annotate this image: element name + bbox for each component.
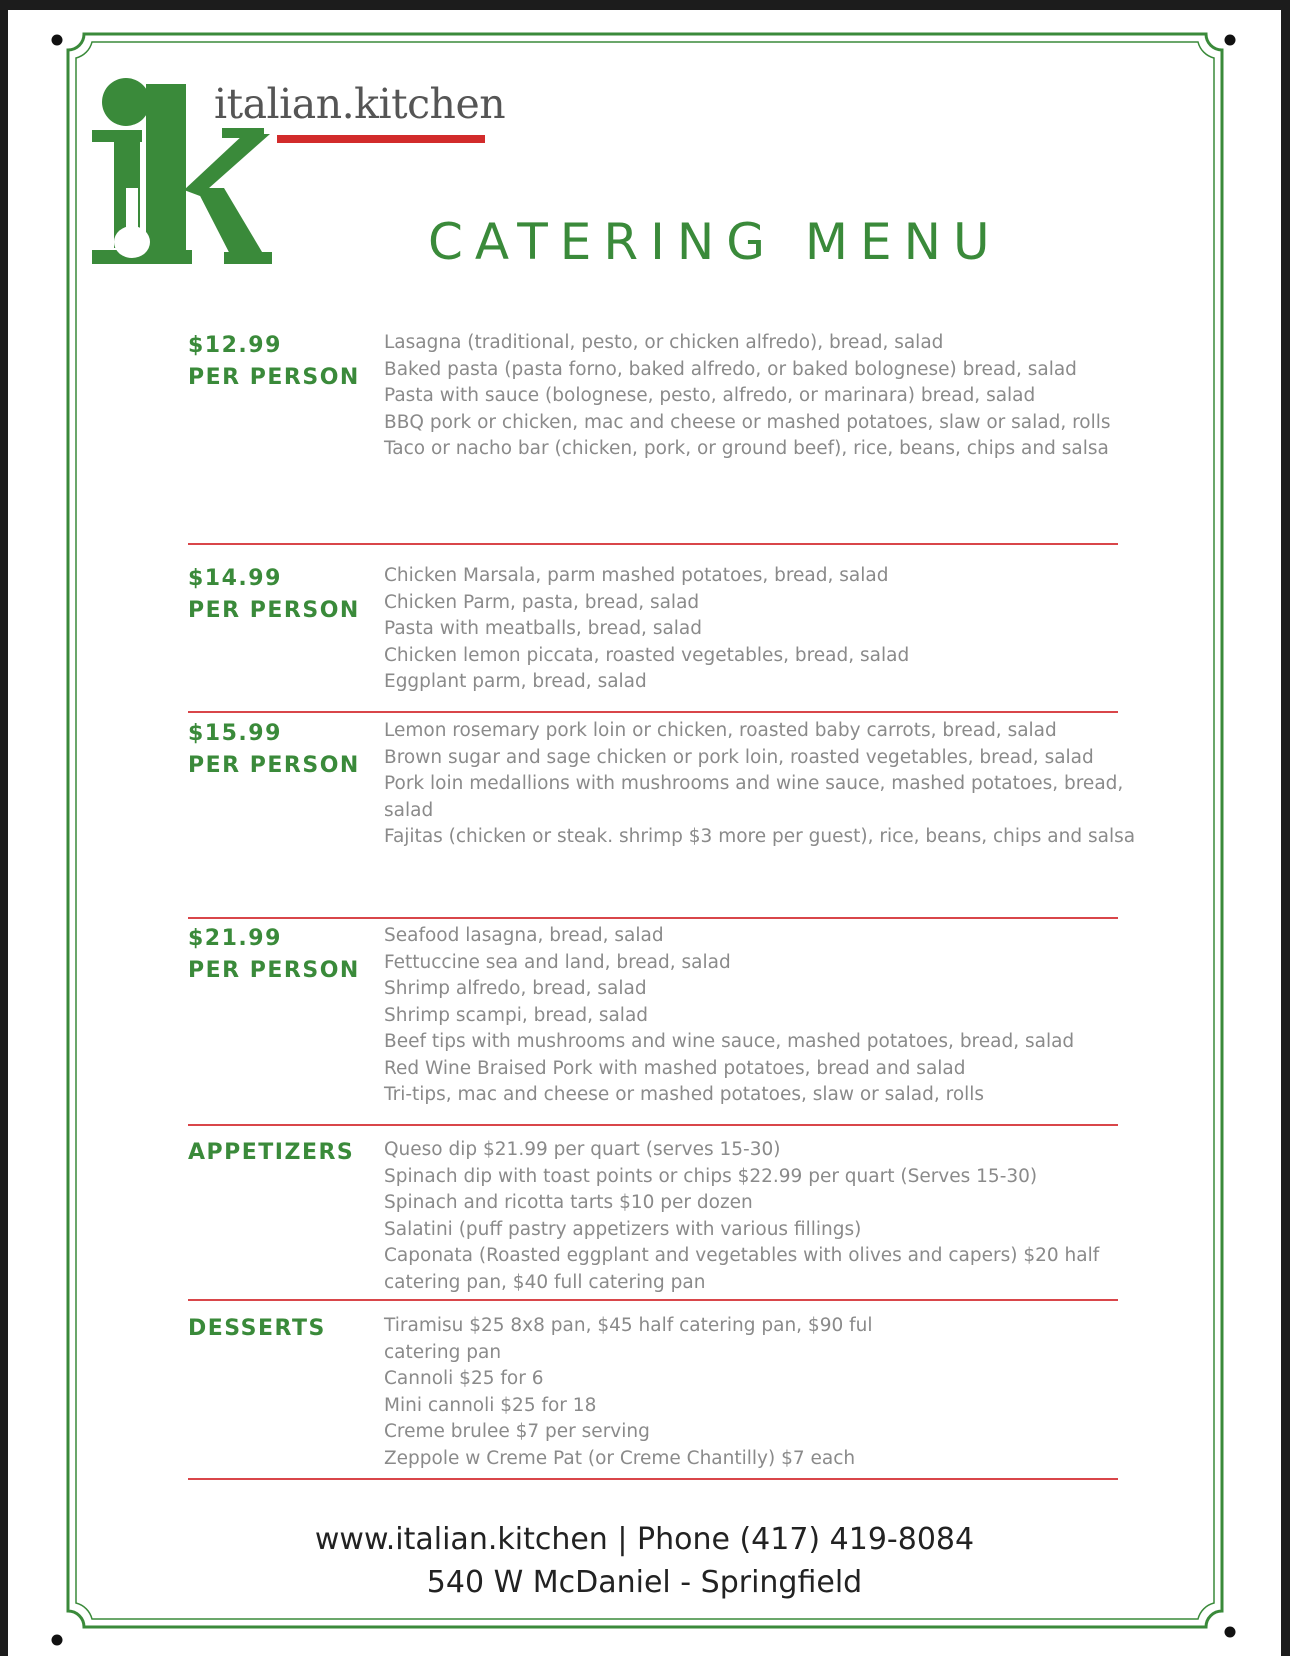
footer-contact xyxy=(8,1518,1281,1604)
item-list xyxy=(384,563,1144,696)
section-heading xyxy=(188,1313,378,1345)
list-item: Chicken Marsala, parm mashed potatoes, bread, salad xyxy=(384,565,889,586)
brand-wordmark: italian.kitchen xyxy=(214,80,506,128)
section-heading-text: APPETIZERS xyxy=(188,1140,355,1165)
price-unit: PER PERSON xyxy=(188,598,360,623)
list-item: Spinach dip with toast points or chips $22.99 per quart (Serves 15-30) xyxy=(384,1165,1038,1187)
section-divider xyxy=(188,543,1118,545)
list-item: Cannoli $25 for 6 xyxy=(384,1368,544,1389)
list-item: Chicken Parm, pasta, bread, salad xyxy=(384,591,700,613)
menu-sheet xyxy=(8,10,1281,1656)
list-item: Queso dip $21.99 per quart (serves 15-30) xyxy=(384,1139,781,1160)
list-item: Mini cannoli $25 for 18 xyxy=(384,1394,597,1416)
corner-dot xyxy=(1225,1627,1236,1638)
section-heading-text: DESSERTS xyxy=(188,1316,326,1341)
list-item: Zeppole w Creme Pat (or Creme Chantilly) $7 each xyxy=(384,1447,856,1469)
page-title: CATERING MENU xyxy=(428,213,1002,271)
corner-dot xyxy=(52,35,63,46)
brand-underline xyxy=(277,135,485,143)
footer-address: 540 W McDaniel - Springfield xyxy=(426,1565,863,1600)
price-unit: PER PERSON xyxy=(188,365,360,390)
list-item: Red Wine Braised Pork with mashed potatoes, bread and salad xyxy=(384,1057,966,1079)
item-list xyxy=(384,1137,1144,1296)
item-list xyxy=(384,923,1144,1109)
section-heading xyxy=(188,1137,378,1169)
list-item: Chicken lemon piccata, roasted vegetables, bread, salad xyxy=(384,644,910,666)
list-item: Pasta with sauce (bolognese, pesto, alfredo, or marinara) bread, salad xyxy=(384,385,1036,406)
section-price xyxy=(188,718,378,782)
list-item: Fajitas (chicken or steak. shrimp $3 more per guest), rice, beans, chips and salsa xyxy=(384,826,1136,847)
list-item: Seafood lasagna, bread, salad xyxy=(384,925,664,946)
list-item: Shrimp scampi, bread, salad xyxy=(384,1004,649,1026)
list-item: Eggplant parm, bread, salad xyxy=(384,671,647,692)
price-amount: $12.99 xyxy=(188,333,282,358)
list-item: Pasta with meatballs, bread, salad xyxy=(384,618,703,639)
item-list xyxy=(384,718,1144,851)
list-item: Lasagna (traditional, pesto, or chicken alfredo), bread, salad xyxy=(384,332,944,353)
list-item: Fettuccine sea and land, bread, salad xyxy=(384,951,731,973)
list-item: Taco or nacho bar (chicken, pork, or ground beef), rice, beans, chips and salsa xyxy=(384,438,1109,459)
corner-dot xyxy=(52,1635,63,1646)
list-item: Salatini (puff pastry appetizers with various fillings) xyxy=(384,1218,862,1240)
section-price xyxy=(188,563,378,627)
footer-web-phone: www.italian.kitchen | Phone (417) 419-8084 xyxy=(314,1522,975,1557)
list-item: Beef tips with mushrooms and wine sauce, mashed potatoes, bread, salad xyxy=(384,1031,1075,1052)
list-item: Tiramisu $25 8x8 pan, $45 half catering pan, $90 ful catering pan xyxy=(384,1315,873,1363)
price-unit: PER PERSON xyxy=(188,753,360,778)
list-item: Pork loin medallions with mushrooms and wine sauce, mashed potatoes, bread, salad xyxy=(384,773,1124,821)
list-item: Creme brulee $7 per serving xyxy=(384,1421,650,1442)
section-divider xyxy=(188,1124,1118,1126)
list-item: BBQ pork or chicken, mac and cheese or mashed potatoes, slaw or salad, rolls xyxy=(384,411,1111,433)
section-divider xyxy=(188,917,1118,919)
price-amount: $15.99 xyxy=(188,721,282,746)
section-divider xyxy=(188,711,1118,713)
item-list xyxy=(384,330,1144,463)
section-divider xyxy=(188,1478,1118,1480)
section-price xyxy=(188,923,378,987)
item-list xyxy=(384,1313,1144,1472)
list-item: Spinach and ricotta tarts $10 per dozen xyxy=(384,1192,753,1213)
list-item: Lemon rosemary pork loin or chicken, roasted baby carrots, bread, salad xyxy=(384,720,1057,741)
list-item: Shrimp alfredo, bread, salad xyxy=(384,978,647,999)
list-item: Brown sugar and sage chicken or pork loin, roasted vegetables, bread, salad xyxy=(384,746,1094,768)
corner-dot xyxy=(1225,35,1236,46)
price-amount: $14.99 xyxy=(188,566,282,591)
list-item: Baked pasta (pasta forno, baked alfredo, or baked bolognese) bread, salad xyxy=(384,358,1077,380)
list-item: Tri-tips, mac and cheese or mashed potatoes, slaw or salad, rolls xyxy=(384,1084,985,1105)
section-price xyxy=(188,330,378,394)
list-item: Caponata (Roasted eggplant and vegetables with olives and capers) $20 half catering pan, $40 full catering pan xyxy=(384,1245,1100,1293)
price-unit: PER PERSON xyxy=(188,958,360,983)
section-divider xyxy=(188,1299,1118,1301)
price-amount: $21.99 xyxy=(188,926,282,951)
